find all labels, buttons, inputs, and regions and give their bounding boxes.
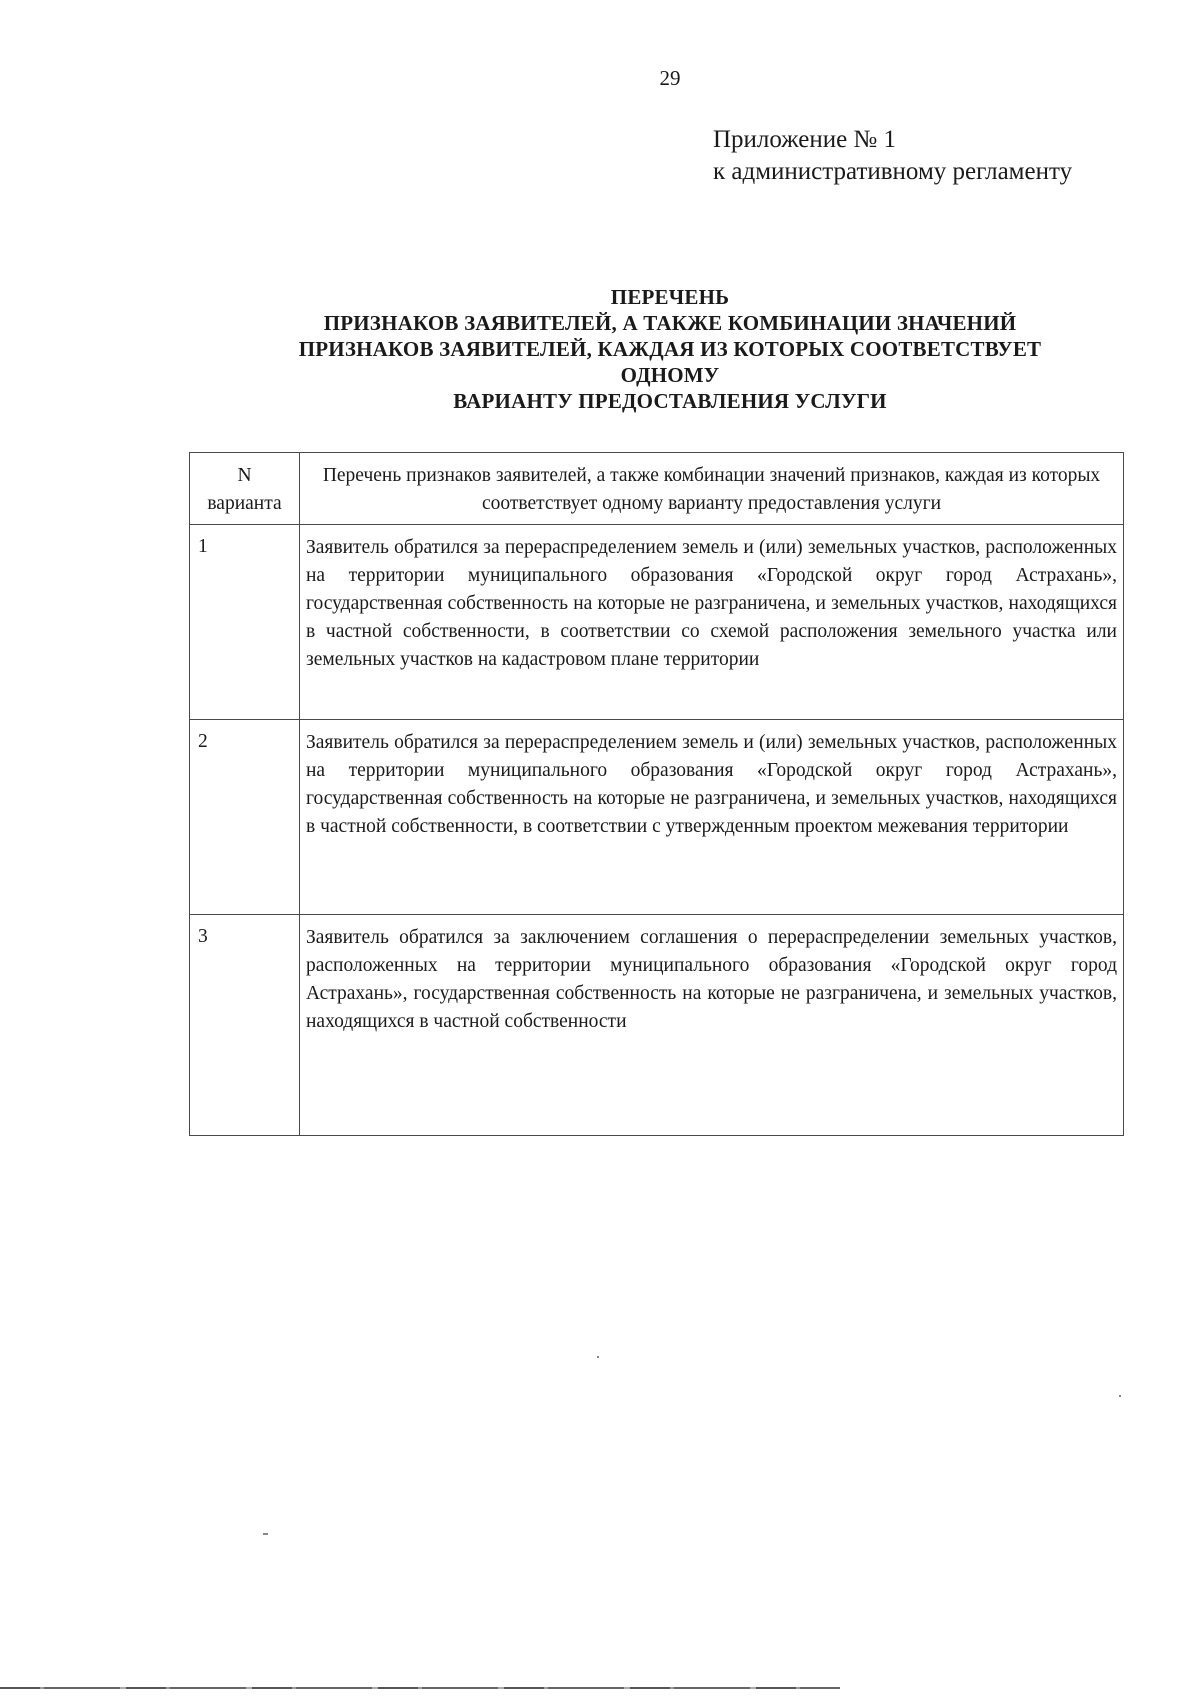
column-header-number (190, 453, 300, 525)
variant-number-cell: 3 (190, 915, 300, 1136)
variant-description-cell: Заявитель обратился за заключением соглашения о перераспределении земельных участков, расположенных на территории муниципального образования «Городской округ город Астрахань», государственная собственность на которые не разграничена, и земельных участков, находящихся в частной собственности (300, 915, 1124, 1136)
document-title (180, 284, 1160, 414)
scan-speck (597, 1356, 599, 1358)
appendix-line-2: к административному регламенту (713, 158, 1073, 185)
column-header-number-line-1: N (237, 465, 252, 486)
variants-table (189, 452, 1124, 1136)
scan-edge-line (0, 1687, 840, 1689)
title-line-4: ОДНОМУ (620, 363, 720, 387)
table-header-row (190, 453, 1124, 525)
table-row (190, 915, 1124, 1136)
variant-number-cell: 1 (190, 525, 300, 720)
title-line-2: ПРИЗНАКОВ ЗАЯВИТЕЛЕЙ, А ТАКЖЕ КОМБИНАЦИИ ЗНАЧЕНИЙ (323, 311, 1017, 335)
table-row (190, 525, 1124, 720)
page-number: 29 (659, 66, 681, 90)
column-header-number-line-2: варианта (207, 493, 282, 514)
variant-number-cell: 2 (190, 720, 300, 915)
appendix-line-1: Приложение № 1 (713, 126, 897, 153)
title-line-5: ВАРИАНТУ ПРЕДОСТАВЛЕНИЯ УСЛУГИ (453, 389, 887, 413)
title-line-3: ПРИЗНАКОВ ЗАЯВИТЕЛЕЙ, КАЖДАЯ ИЗ КОТОРЫХ СООТВЕТСТВУЕТ (298, 337, 1042, 361)
scan-speck (1119, 1395, 1121, 1397)
variant-description-cell: Заявитель обратился за перераспределением земель и (или) земельных участков, расположенных на территории муниципального образования «Городской округ город Астрахань», государственная собственность на которые не разграничена, и земельных участков, находящихся в частной собственности, в соответствии со схемой расположения земельного участка или земельных участков на кадастровом плане территории (300, 525, 1124, 720)
scan-speck (263, 1533, 268, 1535)
table-row (190, 720, 1124, 915)
appendix-caption (713, 124, 1072, 188)
variant-description-cell: Заявитель обратился за перераспределением земель и (или) земельных участков, расположенных на территории муниципального образования «Городской округ город Астрахань», государственная собственность на которые не разграничена, и земельных участков, находящихся в частной собственности, в соответствии с утвержденным проектом межевания территории (300, 720, 1124, 915)
column-header-description: Перечень признаков заявителей, а также комбинации значений признаков, каждая из которых соответствует одному варианту предоставления услуги (300, 453, 1124, 525)
title-line-1: ПЕРЕЧЕНЬ (610, 285, 730, 309)
